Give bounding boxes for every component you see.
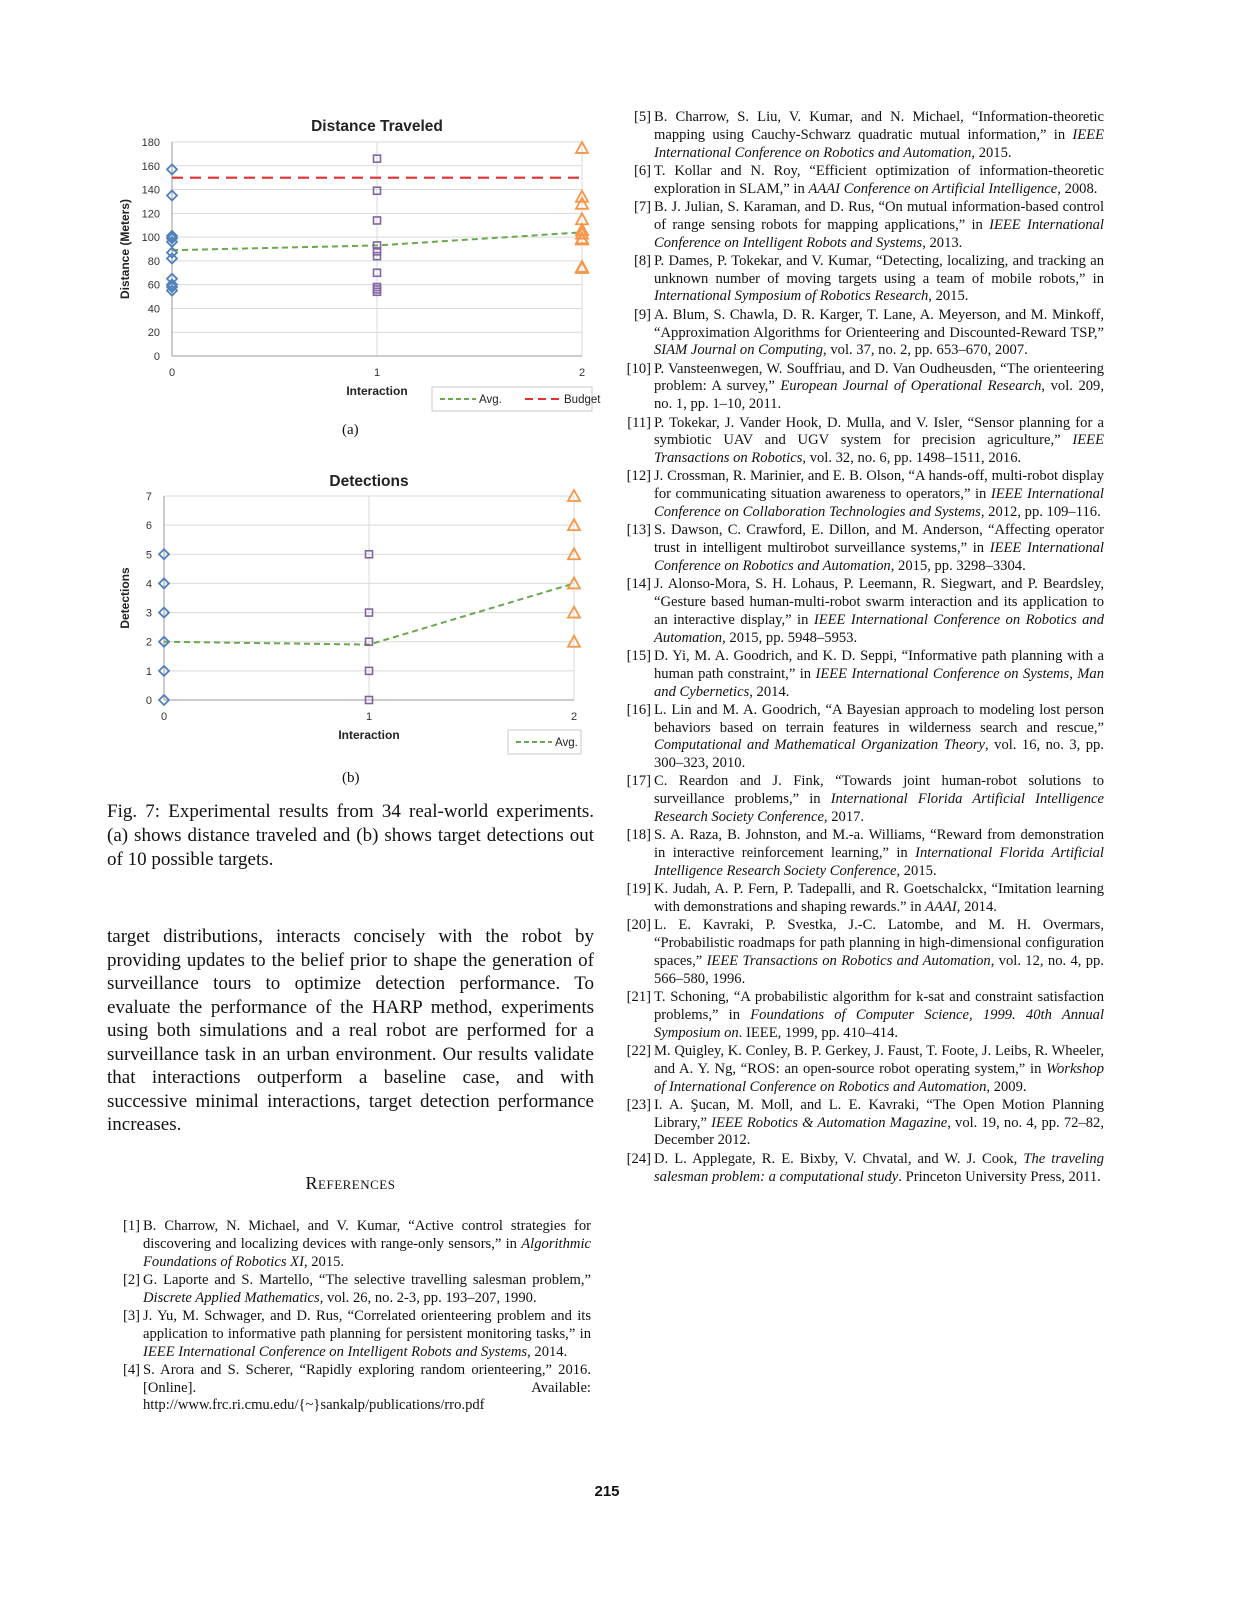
reference-item bbox=[618, 881, 1104, 917]
reference-text: , 2015. bbox=[896, 862, 937, 879]
reference-text: L. E. Kavraki, P. Svestka, J.-C. Latombe, and M. H. Overmars, “Probabilistic roadmaps for path planning in high-dimensional configuration spaces,” bbox=[654, 917, 1104, 969]
reference-text: P. Tokekar, J. Vander Hook, D. Mulla, and V. Isler, “Sensor planning for a symbiotic UAV and UGV system for precision agriculture,” bbox=[654, 414, 1104, 449]
y-tick-label: 140 bbox=[141, 184, 160, 197]
reference-venue: IEEE International Conference on Robotics and Automation bbox=[654, 611, 1104, 646]
y-tick-label: 0 bbox=[145, 695, 152, 707]
reference-number: [24] bbox=[626, 1150, 651, 1167]
reference-text: , 2015, pp. 3298–3304. bbox=[890, 557, 1026, 574]
reference-text: B. J. Julian, S. Karaman, and D. Rus, “On mutual information-based control of range sensing robots for mapping applications,” in bbox=[654, 198, 1104, 233]
reference-number: [16] bbox=[626, 701, 651, 718]
reference-venue: IEEE International Conference on Robotics and Automation bbox=[654, 126, 1104, 161]
reference-number: [5] bbox=[633, 109, 651, 125]
reference-text: , 2013. bbox=[922, 234, 963, 251]
reference-text: K. Judah, A. P. Fern, P. Tadepalli, and R. Goetschalckx, “Imitation learning with demonstrations and shaping rewards.” in bbox=[654, 881, 1104, 916]
reference-item bbox=[618, 163, 1104, 199]
x-tick-label: 2 bbox=[570, 711, 578, 723]
y-tick-label: 1 bbox=[145, 665, 152, 678]
reference-venue: IEEE Transactions on Robotics bbox=[654, 432, 1104, 467]
reference-item bbox=[618, 648, 1104, 701]
reference-text: , 2015. bbox=[928, 288, 969, 305]
reference-item bbox=[618, 1151, 1104, 1187]
reference-text: J. Crossman, R. Marinier, and E. B. Olson, “A hands-off, multi-robot display for communicating situation awareness to operators,” in bbox=[654, 468, 1104, 503]
reference-item bbox=[618, 468, 1104, 521]
reference-text: , vol. 32, no. 6, pp. 1498–1511, 2016. bbox=[802, 450, 1022, 467]
reference-item bbox=[618, 253, 1104, 306]
reference-item bbox=[618, 702, 1104, 773]
chart-title: Distance Traveled bbox=[311, 118, 443, 135]
y-tick-label: 20 bbox=[147, 327, 160, 340]
legend-label: Avg. bbox=[555, 737, 578, 749]
reference-text: , vol. 16, no. 3, pp. 300–323, 2010. bbox=[654, 737, 1105, 772]
reference-venue: IEEE International Conference on Collaboration Technologies and Systems bbox=[654, 486, 1104, 521]
y-tick-label: 2 bbox=[145, 636, 152, 649]
reference-text: , 2009. bbox=[986, 1078, 1027, 1095]
y-tick-label: 3 bbox=[145, 607, 152, 620]
reference-venue: IEEE International Conference on Intelligent Robots and Systems bbox=[143, 1343, 528, 1360]
reference-text: , vol. 37, no. 2, pp. 653–670, 2007. bbox=[823, 342, 1028, 359]
sublabel-b: (b) bbox=[342, 770, 360, 786]
figure-caption: Fig. 7: Experimental results from 34 real-world experiments. (a) shows distance traveled and (b) shows target detections out of 10 possible targets. bbox=[107, 801, 594, 870]
y-tick-label: 160 bbox=[141, 160, 160, 173]
reference-number: [23] bbox=[626, 1096, 651, 1113]
x-axis-label: Interaction bbox=[346, 384, 408, 398]
y-axis-label: Distance (Meters) bbox=[118, 198, 132, 300]
page-number: 215 bbox=[594, 1483, 620, 1500]
reference-number: [2] bbox=[122, 1271, 140, 1288]
reference-venue: IEEE International Conference on Robotics and Automation bbox=[654, 540, 1104, 574]
x-tick-label: 0 bbox=[168, 367, 176, 379]
reference-venue: IEEE Transactions on Robotics and Automation bbox=[706, 952, 991, 969]
reference-text: L. Lin and M. A. Goodrich, “A Bayesian approach to modeling lost person behaviors based on terrain features in wilderness search and rescue,” bbox=[654, 701, 1104, 736]
reference-venue: International Symposium of Robotics Research bbox=[654, 288, 929, 305]
reference-text: T. Schoning, “A probabilistic algorithm for k-sat and constraint satisfaction problems,” in bbox=[654, 989, 1104, 1023]
reference-text: , vol. 26, no. 2-3, pp. 193–207, 1990. bbox=[319, 1289, 537, 1306]
reference-text: , 2017. bbox=[823, 809, 865, 826]
y-tick-label: 5 bbox=[145, 549, 152, 562]
reference-item bbox=[618, 199, 1104, 252]
reference-venue: European Journal of Operational Research bbox=[780, 378, 1042, 395]
reference-venue: International Florida Artificial Intelligence Research Society Conference bbox=[654, 845, 1104, 879]
reference-text: , 2012, pp. 109–116. bbox=[980, 504, 1101, 521]
reference-text: B. Charrow, N. Michael, and V. Kumar, “Active control strategies for discovering and localizing devices with range-only sensors,” in bbox=[143, 1218, 591, 1252]
legend-label: Budget bbox=[564, 394, 601, 406]
reference-item bbox=[107, 1272, 591, 1308]
reference-text: M. Quigley, K. Conley, B. P. Gerkey, J. Faust, T. Foote, J. Leibs, R. Wheeler, and A. Y. Ng, “ROS: an open-source robot operating system,” in bbox=[654, 1042, 1104, 1077]
legend-label: Avg. bbox=[479, 394, 502, 406]
reference-text: P. Vansteenwegen, W. Souffriau, and D. Van Oudheusden, “The orienteering problem: A survey,” bbox=[654, 360, 1104, 395]
reference-venue: Foundations of Computer Science, 1999. 40th Annual Symposium on bbox=[654, 1006, 1104, 1041]
reference-number: [19] bbox=[626, 881, 651, 898]
reference-text: S. Arora and S. Scherer, “Rapidly exploring random orienteering,” 2016. [Online]. Available: http://www.frc.ri.cmu.edu/{~}sankalp/publications/rro.pdf bbox=[143, 1361, 591, 1414]
reference-number: [10] bbox=[626, 360, 651, 377]
y-tick-label: 120 bbox=[141, 208, 160, 221]
y-tick-label: 100 bbox=[141, 232, 160, 245]
reference-item bbox=[618, 361, 1104, 414]
reference-item bbox=[618, 1097, 1104, 1150]
reference-number: [18] bbox=[626, 827, 651, 844]
reference-number: [4] bbox=[122, 1361, 140, 1378]
reference-number: [14] bbox=[626, 576, 651, 593]
x-tick-label: 1 bbox=[373, 367, 381, 379]
y-tick-label: 0 bbox=[153, 351, 160, 363]
reference-text: , 2015, pp. 5948–5953. bbox=[722, 629, 858, 646]
sublabel-a: (a) bbox=[342, 422, 359, 438]
reference-text: G. Laporte and S. Martello, “The selective travelling salesman problem,” bbox=[143, 1271, 591, 1288]
reference-number: [17] bbox=[626, 773, 651, 790]
x-tick-label: 0 bbox=[160, 711, 168, 723]
reference-venue: Workshop of International Conference on Robotics and Automation bbox=[654, 1060, 1104, 1095]
reference-item bbox=[618, 827, 1104, 880]
reference-number: [9] bbox=[633, 306, 651, 323]
body-paragraph: target distributions, interacts concisely with the robot by providing updates to the belief prior to shape the generation of surveillance tours to optimize detection performance. To evaluate the performance of the HARP method, experiments using both simulations and a real robot are performed for a surveillance task in an urban environment. Our results validate that interactions outperform a baseline case, and with successive minimal interactions, target detection performance increases. bbox=[107, 926, 594, 1135]
reference-text: , vol. 19, no. 4, pp. 72–82, December 2012. bbox=[654, 1114, 1104, 1149]
reference-text: T. Kollar and N. Roy, “Efficient optimization of information-theoretic exploration in SLAM,” in bbox=[654, 162, 1104, 197]
references-list-right bbox=[618, 109, 1104, 1187]
reference-text: , 2014. bbox=[956, 899, 997, 916]
reference-number: [20] bbox=[626, 917, 651, 934]
reference-text: C. Reardon and J. Fink, “Towards joint human-robot solutions to surveillance problems,” in bbox=[654, 773, 1104, 808]
reference-text: J. Alonso-Mora, S. H. Lohaus, P. Leemann, R. Siegwart, and P. Beardsley, “Gesture based human-multi-robot swarm interaction and its application to an interactive display,” in bbox=[654, 576, 1104, 628]
y-tick-label: 4 bbox=[145, 578, 152, 591]
reference-text: S. A. Raza, B. Johnston, and M.-a. Williams, “Reward from demonstration in interactive reinforcement learning,” in bbox=[654, 827, 1104, 862]
references-heading: References bbox=[305, 1173, 396, 1193]
reference-number: [1] bbox=[122, 1218, 140, 1234]
reference-number: [22] bbox=[626, 1042, 651, 1059]
reference-number: [21] bbox=[626, 989, 651, 1006]
reference-item bbox=[618, 109, 1104, 162]
reference-venue: IEEE Robotics & Automation Magazine bbox=[711, 1114, 948, 1131]
reference-venue: AAAI bbox=[925, 899, 957, 916]
reference-number: [15] bbox=[626, 647, 651, 664]
chart-legend bbox=[508, 730, 581, 754]
reference-item bbox=[618, 576, 1104, 647]
y-tick-label: 180 bbox=[141, 137, 160, 149]
chart-distance-traveled bbox=[105, 110, 601, 415]
reference-item bbox=[618, 415, 1104, 468]
references-list-left bbox=[107, 1218, 591, 1416]
y-tick-label: 7 bbox=[145, 491, 152, 503]
reference-item bbox=[618, 522, 1104, 575]
reference-venue: IEEE International Conference on Systems, Man and Cybernetics bbox=[654, 665, 1104, 700]
reference-text: , vol. 12, no. 4, pp. 566–580, 1996. bbox=[654, 952, 1104, 987]
reference-venue: Computational and Mathematical Organization Theory bbox=[654, 737, 986, 754]
reference-text: A. Blum, S. Chawla, D. R. Karger, T. Lane, A. Meyerson, and M. Minkoff, “Approximation Algorithms for Orienteering and Discounted-Reward TSP,” bbox=[654, 306, 1104, 341]
reference-venue: Discrete Applied Mathematics bbox=[143, 1289, 320, 1306]
reference-number: [8] bbox=[633, 252, 651, 269]
reference-item bbox=[618, 917, 1104, 988]
reference-text: J. Yu, M. Schwager, and D. Rus, “Correlated orienteering problem and its application to informative path planning for persistent monitoring tasks,” in bbox=[143, 1307, 591, 1342]
x-tick-label: 2 bbox=[578, 367, 586, 379]
chart-title: Detections bbox=[329, 473, 409, 490]
reference-item bbox=[618, 307, 1104, 360]
y-tick-label: 60 bbox=[147, 279, 160, 292]
reference-number: [11] bbox=[627, 414, 651, 431]
reference-text: , 2014. bbox=[749, 683, 790, 700]
reference-text: . Princeton University Press, 2011. bbox=[898, 1168, 1101, 1185]
reference-text: I. A. Şucan, M. Moll, and L. E. Kavraki, “The Open Motion Planning Library,” bbox=[654, 1096, 1104, 1131]
reference-text: , 2008. bbox=[1057, 180, 1098, 197]
reference-item bbox=[107, 1218, 591, 1271]
y-axis-label: Detections bbox=[118, 567, 132, 629]
reference-number: [6] bbox=[633, 162, 651, 179]
reference-venue: The traveling salesman problem: a computational study bbox=[654, 1150, 1104, 1185]
reference-text: P. Dames, P. Tokekar, and V. Kumar, “Detecting, localizing, and tracking an unknown number of moving targets using a team of mobile robots,” in bbox=[654, 252, 1104, 287]
reference-venue: SIAM Journal on Computing bbox=[654, 342, 824, 359]
chart-detections bbox=[105, 465, 595, 755]
y-tick-label: 6 bbox=[145, 520, 152, 533]
reference-text: , 2015. bbox=[303, 1253, 345, 1270]
reference-item bbox=[107, 1362, 591, 1415]
reference-number: [3] bbox=[122, 1307, 140, 1324]
reference-number: [7] bbox=[633, 198, 651, 215]
reference-text: , 2015. bbox=[971, 144, 1012, 161]
reference-venue: International Florida Artificial Intelligence Research Society Conference bbox=[654, 791, 1104, 826]
reference-text: . IEEE, 1999, pp. 410–414. bbox=[738, 1024, 899, 1041]
reference-text: B. Charrow, S. Liu, V. Kumar, and N. Michael, “Information-theoretic mapping using Cauchy-Schwarz quadratic mutual information,” in bbox=[654, 109, 1104, 143]
reference-number: [12] bbox=[626, 468, 651, 485]
y-tick-label: 80 bbox=[147, 255, 160, 268]
reference-text: , vol. 209, no. 1, pp. 1–10, 2011. bbox=[654, 378, 1105, 413]
x-tick-label: 1 bbox=[365, 711, 373, 723]
reference-item bbox=[618, 773, 1104, 826]
reference-number: [13] bbox=[626, 522, 651, 539]
chart-legend bbox=[432, 387, 601, 411]
reference-text: S. Dawson, C. Crawford, E. Dillon, and M. Anderson, “Affecting operator trust in intelligent multirobot surveillance systems,” in bbox=[654, 522, 1104, 557]
x-axis-label: Interaction bbox=[338, 728, 400, 742]
y-tick-label: 40 bbox=[147, 303, 160, 316]
reference-text: D. L. Applegate, R. E. Bixby, V. Chvatal, and W. J. Cook, bbox=[654, 1150, 1024, 1167]
reference-item bbox=[618, 1043, 1104, 1096]
reference-item bbox=[618, 989, 1104, 1042]
reference-text: D. Yi, M. A. Goodrich, and K. D. Seppi, “Informative path planning with a human path constraint,” in bbox=[654, 647, 1104, 682]
reference-venue: Algorithmic Foundations of Robotics XI bbox=[143, 1235, 591, 1270]
reference-text: , 2014. bbox=[527, 1343, 568, 1360]
reference-venue: AAAI Conference on Artificial Intelligence bbox=[808, 180, 1058, 197]
reference-item bbox=[107, 1308, 591, 1361]
reference-venue: IEEE International Conference on Intelligent Robots and Systems bbox=[654, 216, 1104, 251]
